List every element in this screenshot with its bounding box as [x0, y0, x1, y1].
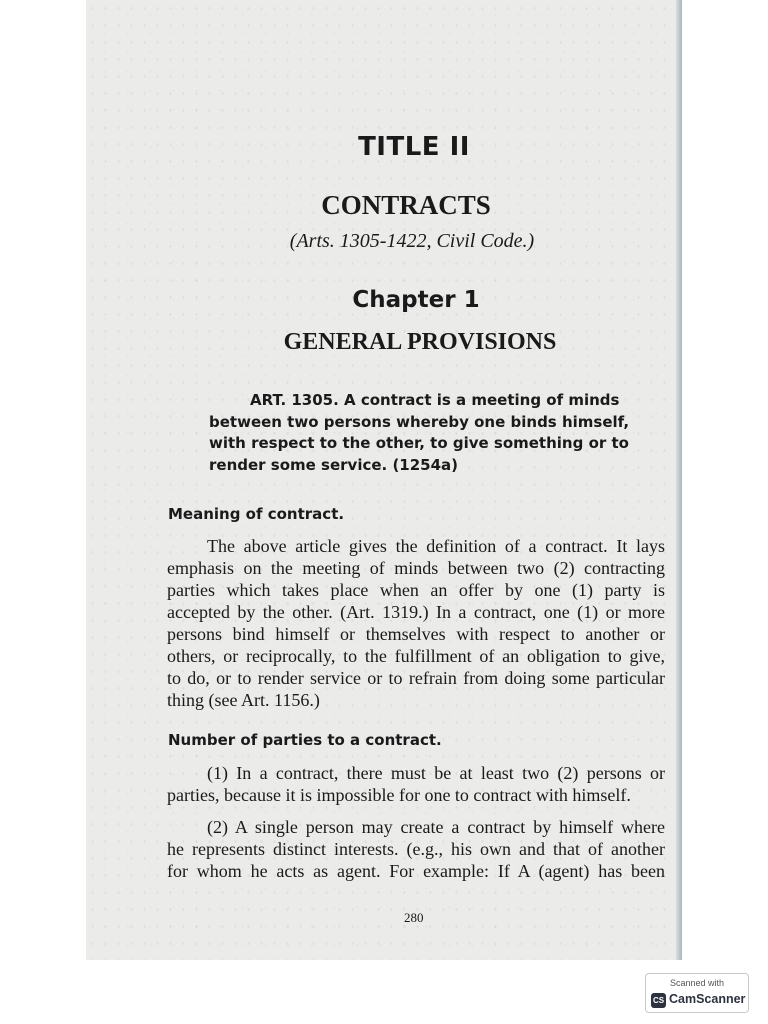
- paragraph-line: parties, because it is impossible for one to contract with himself.: [167, 785, 631, 805]
- article-line: with respect to the other, to give something or to: [209, 434, 629, 452]
- paragraph-line: accepted by the other. (Art. 1319.) In a contract, one (1) or more: [167, 602, 665, 622]
- article-line: between two persons whereby one binds himself,: [209, 412, 630, 431]
- meaning-paragraph: [167, 535, 665, 711]
- paragraph-line: for whom he acts as agent. For example: If A (agent) has been: [167, 861, 665, 881]
- paragraph-line: (2) A single person may create a contract by himself where: [207, 817, 665, 837]
- title-heading: TITLE II: [358, 132, 470, 162]
- camscanner-watermark: [645, 973, 749, 1013]
- paragraph-line: others, or reciprocally, to the fulfillment of an obligation to give,: [167, 646, 665, 666]
- camscanner-brand: CamScanner: [669, 992, 746, 1006]
- parties-paragraph-1: [167, 762, 665, 806]
- parties-paragraph-2: [167, 816, 665, 882]
- article-line: ART. 1305. A contract is a meeting of minds: [250, 391, 620, 409]
- paragraph-line: thing (see Art. 1156.): [167, 690, 320, 710]
- paragraph-line: parties which takes place when an offer by one (1) party is: [167, 580, 665, 600]
- scanned-with-label: Scanned with: [669, 978, 725, 988]
- paragraph-line: (1) In a contract, there must be at least two (2) persons or: [207, 763, 665, 783]
- paragraph-line: emphasis on the meeting of minds between two (2) contracting: [167, 558, 665, 578]
- meaning-heading: Meaning of contract.: [168, 505, 345, 523]
- chapter-title: GENERAL PROVISIONS: [283, 329, 557, 355]
- article-line: render some service. (1254a): [209, 455, 459, 474]
- paragraph-line: to do, or to render service or to refrain from doing some particular: [167, 668, 665, 688]
- contracts-heading: CONTRACTS: [321, 190, 491, 220]
- articles-range: (Arts. 1305-1422, Civil Code.): [289, 230, 535, 252]
- number-of-parties-heading: Number of parties to a contract.: [168, 731, 442, 749]
- page-number: 280: [404, 910, 424, 925]
- article-1305-text: [209, 390, 639, 476]
- chapter-heading: Chapter 1: [352, 287, 480, 313]
- camscanner-logo-icon: CS: [651, 993, 666, 1008]
- paragraph-line: The above article gives the definition of a contract. It lays: [207, 536, 665, 556]
- paragraph-line: persons bind himself or themselves with respect to another or: [167, 624, 665, 644]
- paragraph-line: he represents distinct interests. (e.g., his own and that of another: [167, 839, 665, 859]
